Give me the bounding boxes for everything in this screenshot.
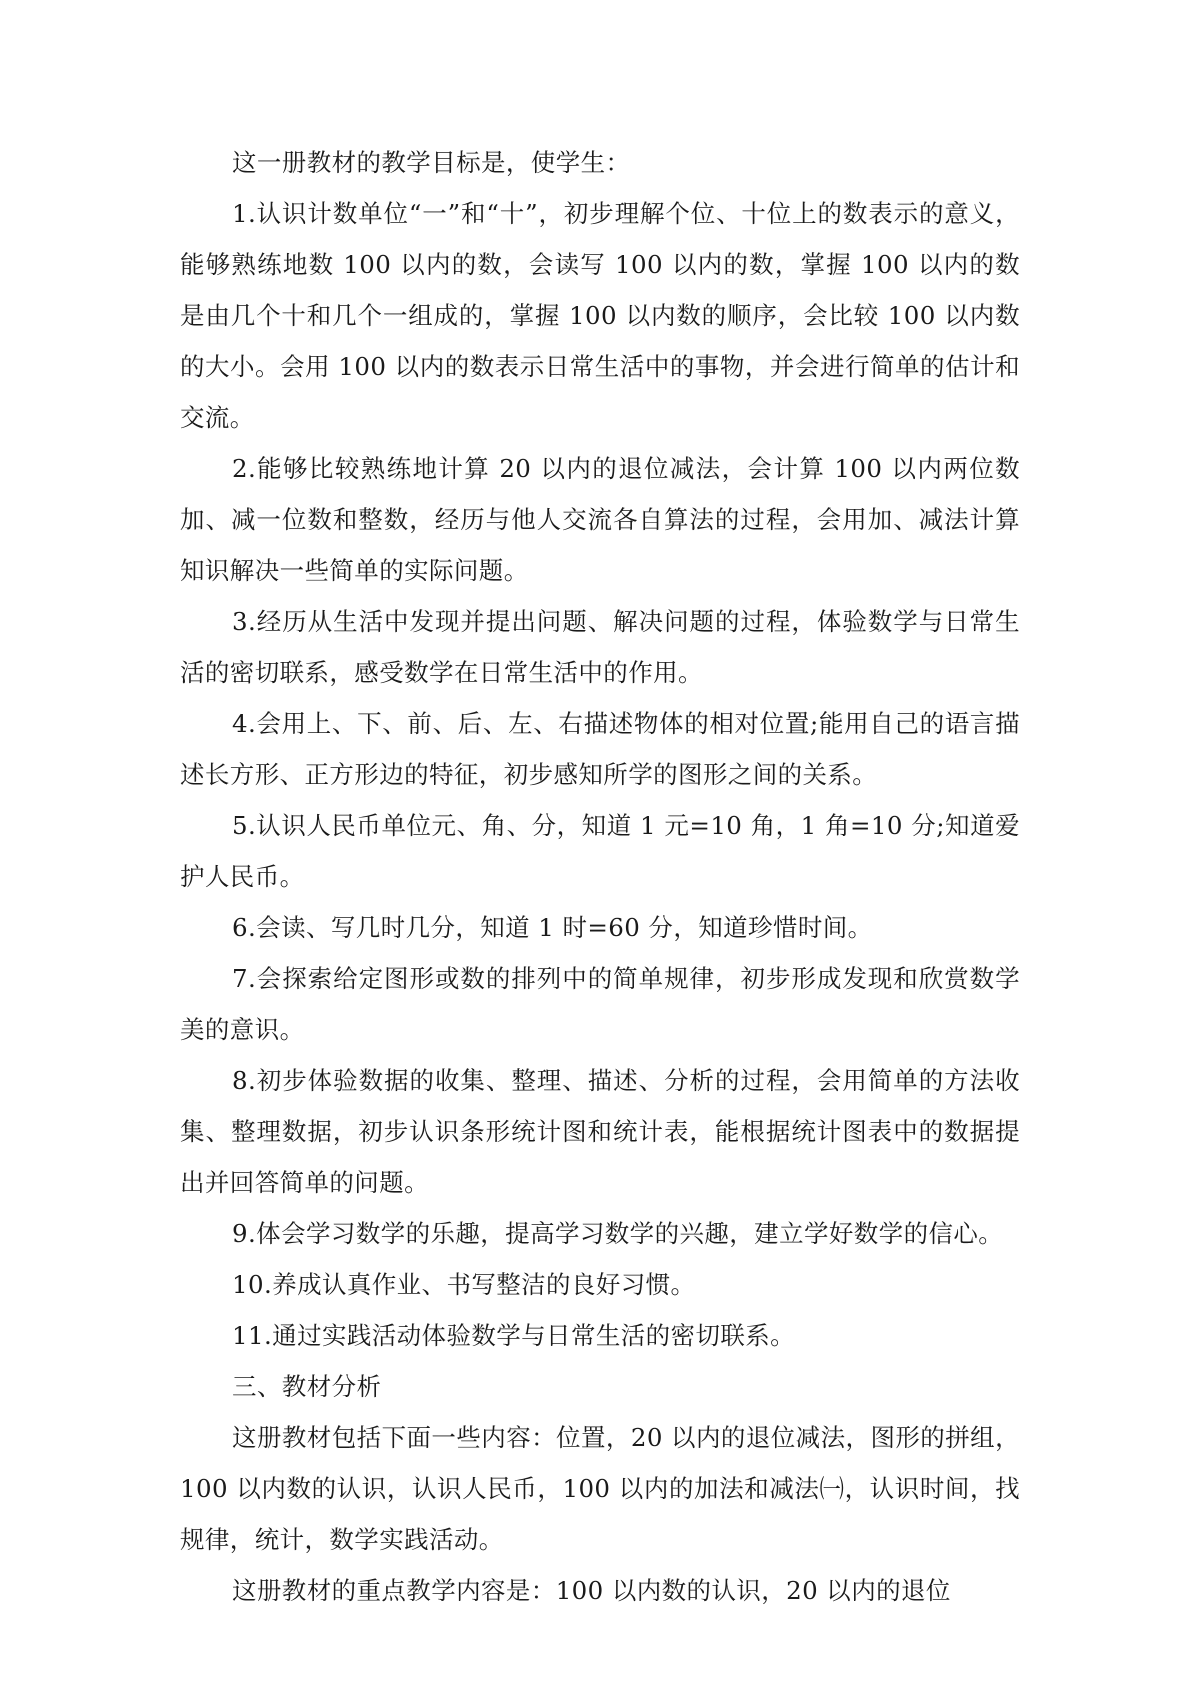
paragraph-goal-1: 1.认识计数单位“一”和“十”，初步理解个位、十位上的数表示的意义，能够熟练地数 100 以内的数，会读写 100 以内的数，掌握 100 以内的数是由几个十和几个一组成的，掌握 100 以内数的顺序，会比较 100 以内数的大小。会用 100 以内的数表示日常生活中的事物，并会进行简单的估计和交流。 [180, 199, 1020, 432]
paragraph-goal-2: 2.能够比较熟练地计算 20 以内的退位减法，会计算 100 以内两位数加、减一位数和整数，经历与他人交流各自算法的过程，会用加、减法计算知识解决一些简单的实际问题。 [180, 454, 1020, 585]
paragraph-goal-8: 8.初步体验数据的收集、整理、描述、分析的过程，会用简单的方法收集、整理数据，初步认识条形统计图和统计表，能根据统计图表中的数据提出并回答简单的问题。 [180, 1066, 1020, 1197]
paragraph-goal-4: 4.会用上、下、前、后、左、右描述物体的相对位置;能用自己的语言描述长方形、正方形边的特征，初步感知所学的图形之间的关系。 [180, 709, 1020, 789]
section-heading: 三、教材分析 [232, 1372, 382, 1401]
paragraph-goal-11: 11.通过实践活动体验数学与日常生活的密切联系。 [232, 1321, 796, 1350]
paragraph-goal-9: 9.体会学习数学的乐趣，提高学习数学的兴趣，建立学好数学的信心。 [232, 1219, 1004, 1248]
paragraph-intro: 这一册教材的教学目标是，使学生： [232, 148, 631, 177]
paragraph-content-list: 这册教材包括下面一些内容：位置，20 以内的退位减法，图形的拼组，100 以内数的认识，认识人民币，100 以内的加法和减法㈠，认识时间，找规律，统计，数学实践活动。 [180, 1423, 1020, 1554]
paragraph-goal-3: 3.经历从生活中发现并提出问题、解决问题的过程，体验数学与日常生活的密切联系，感受数学在日常生活中的作用。 [180, 607, 1020, 687]
paragraph-goal-10: 10.养成认真作业、书写整洁的良好习惯。 [232, 1270, 696, 1299]
paragraph-goal-7: 7.会探索给定图形或数的排列中的简单规律，初步形成发现和欣赏数学美的意识。 [180, 964, 1020, 1044]
paragraph-goal-6: 6.会读、写几时几分，知道 1 时=60 分，知道珍惜时间。 [232, 913, 873, 942]
document-body [180, 137, 1020, 1616]
paragraph-key-content: 这册教材的重点教学内容是：100 以内数的认识，20 以内的退位 [232, 1576, 951, 1605]
paragraph-goal-5: 5.认识人民币单位元、角、分，知道 1 元=10 角，1 角=10 分;知道爱护人民币。 [180, 811, 1020, 891]
